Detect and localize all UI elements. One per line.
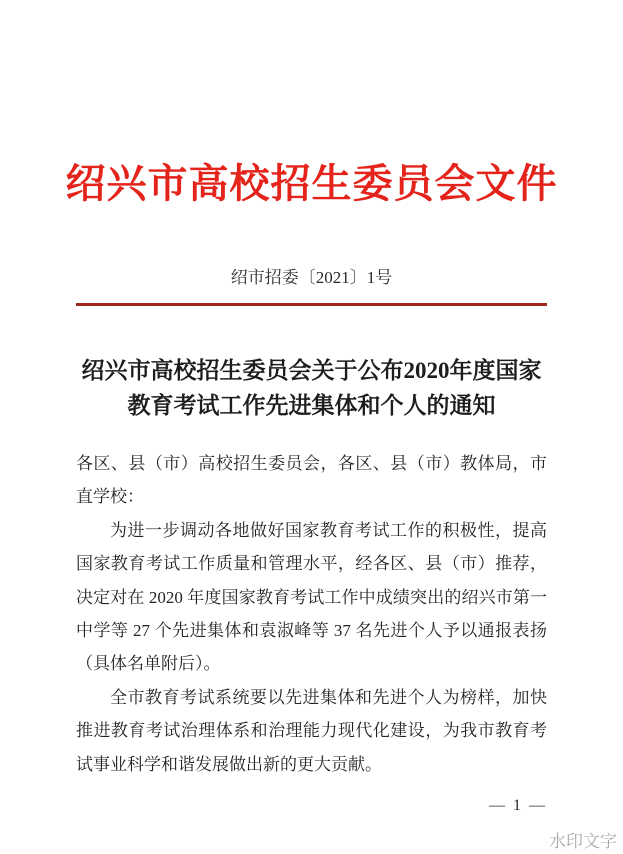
document-title-line-2: 教育考试工作先进集体和个人的通知 [127, 393, 496, 418]
salutation-paragraph: 各区、县（市）高校招生委员会，各区、县（市）教体局，市直学校： [76, 454, 547, 507]
document-body [76, 447, 547, 781]
page-number: — 1 — [489, 797, 547, 814]
document-header-title: 绍兴市高校招生委员会文件 [65, 161, 558, 206]
document-title [40, 353, 583, 423]
body-paragraph-2: 全市教育考试系统要以先进集体和先进个人为榜样，加快推进教育考试治理体系和治理能力现代化建设，为我市教育考试事业科学和谐发展做出新的更大贡献。 [76, 687, 547, 774]
document-title-line-1: 绍兴市高校招生委员会关于公布2020年度国家 [81, 358, 542, 383]
body-paragraph-1: 为进一步调动各地做好国家教育考试工作的积极性，提高国家教育考试工作质量和管理水平，经各区、县（市）推荐，决定对在 2020 年度国家教育考试工作中成绩突出的绍兴市第一中学等 27 个先进集体和袁淑峰等 37 名先进个人予以通报表扬（具体名单附后）。 [76, 520, 547, 674]
document-number: 绍市招委〔2021〕1号 [230, 268, 393, 287]
header-divider-line [76, 303, 547, 306]
watermark-text: 水印文字 [549, 832, 617, 851]
